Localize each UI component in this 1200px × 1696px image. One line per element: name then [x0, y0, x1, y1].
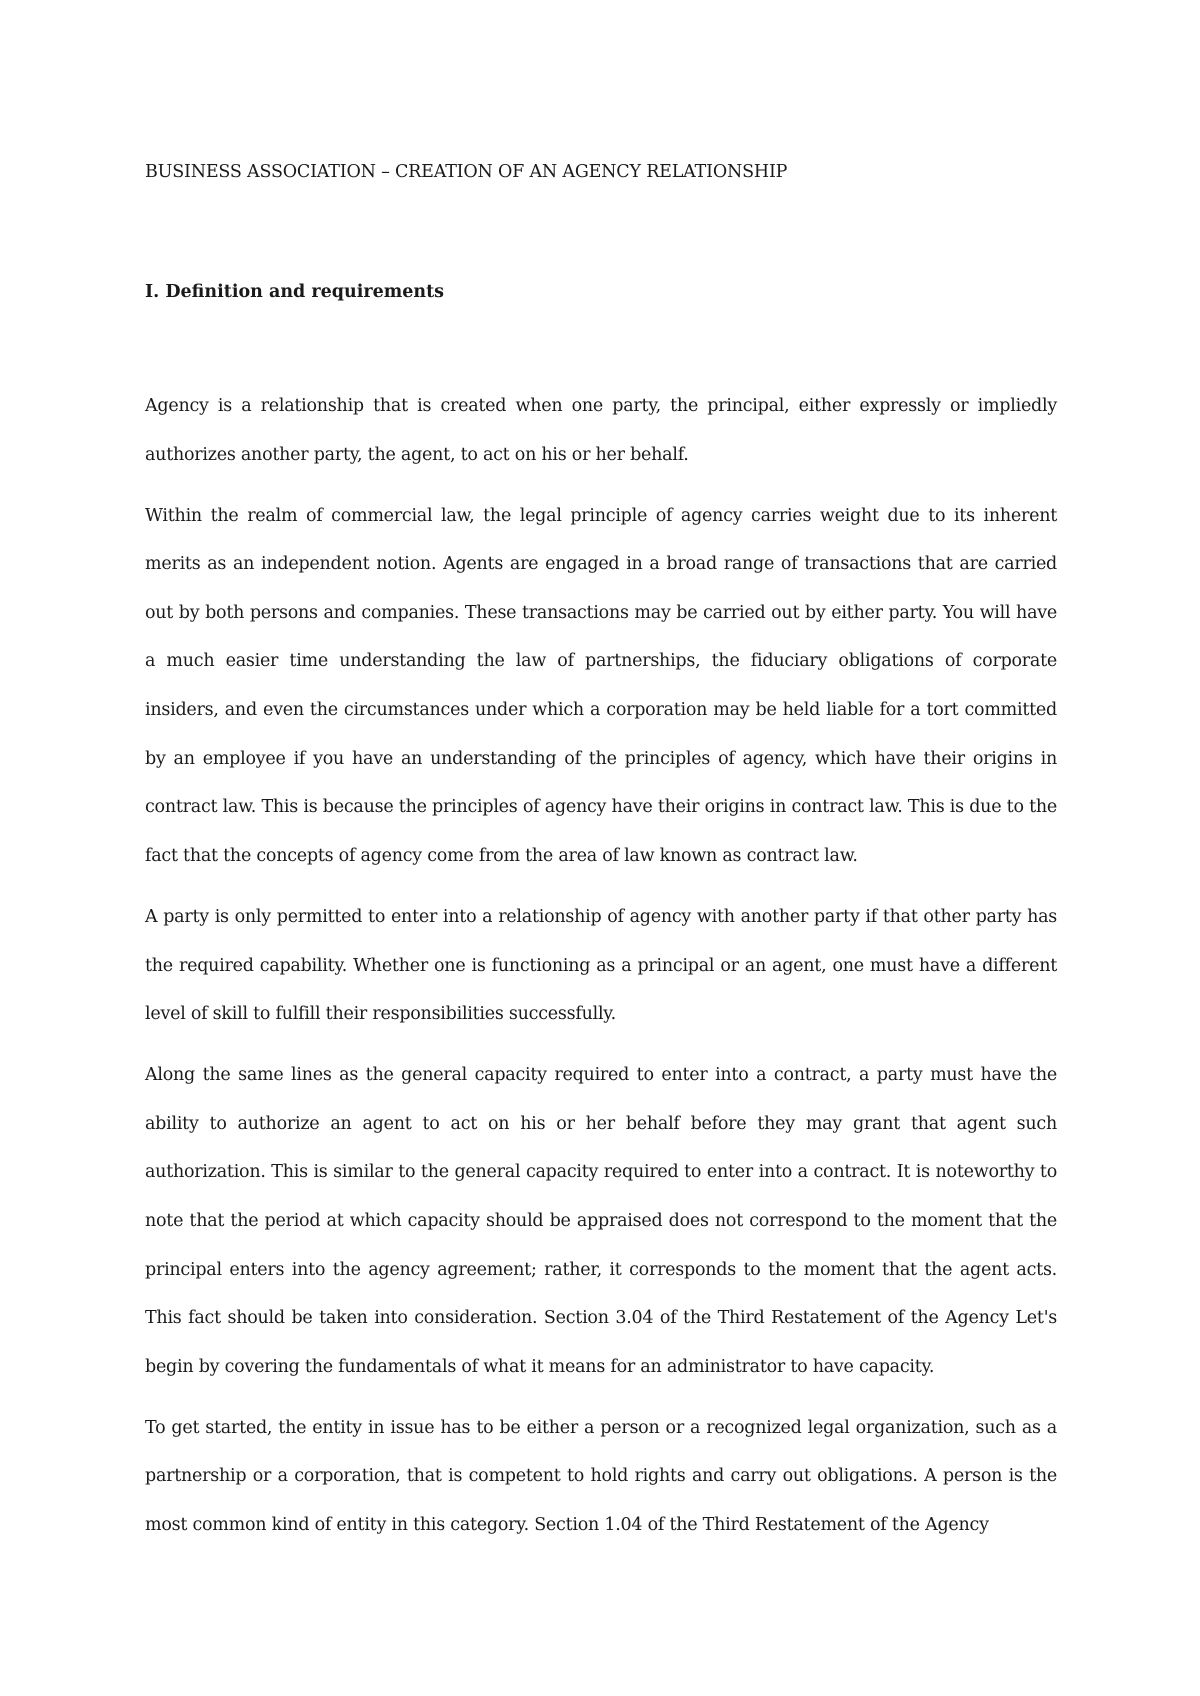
- paragraph: Along the same lines as the general capacity required to enter into a contract, a party must have the ability to authorize an agent to act on his or her behalf before they may grant that agent such authorization. This is similar to the general capacity required to enter into a contract. It is noteworthy to note that the period at which capacity should be appraised does not correspond to the moment that the principal enters into the agency agreement; rather, it corresponds to the moment that the agent acts. This fact should be taken into consideration. Section 3.04 of the Third Restatement of the Agency Let's begin by covering the fundamentals of what it means for an administrator to have capacity.: [145, 1065, 1057, 1377]
- document-body: [145, 160, 1057, 1562]
- paragraph: Agency is a relationship that is created when one party, the principal, either expressly or impliedly authorizes another party, the agent, to act on his or her behalf.: [145, 396, 1057, 465]
- section-heading: I. Definition and requirements: [145, 282, 445, 302]
- paragraph: A party is only permitted to enter into a relationship of agency with another party if that other party has the required capability. Whether one is functioning as a principal or an agent, one must have a different level of skill to fulfill their responsibilities successfully.: [145, 906, 1057, 1025]
- paragraph: Within the realm of commercial law, the legal principle of agency carries weight due to its inherent merits as an independent notion. Agents are engaged in a broad range of transactions that are carried out by both persons and companies. These transactions may be carried out by either party. You will have a much easier time understanding the law of partnerships, the fiduciary obligations of corporate insiders, and even the circumstances under which a corporation may be held liable for a tort committed by an employee if you have an understanding of the principles of agency, which have their origins in contract law. This is because the principles of agency have their origins in contract law. This is due to the fact that the concepts of agency come from the area of law known as contract law.: [145, 505, 1057, 866]
- paragraph: To get started, the entity in issue has to be either a person or a recognized legal organization, such as a partnership or a corporation, that is competent to hold rights and carry out obligations. A person is the most common kind of entity in this category. Section 1.04 of the Third Restatement of the Agency: [145, 1417, 1057, 1536]
- paragraph-list: [145, 382, 1057, 1550]
- document-title: BUSINESS ASSOCIATION – CREATION OF AN AGENCY RELATIONSHIP: [145, 162, 788, 182]
